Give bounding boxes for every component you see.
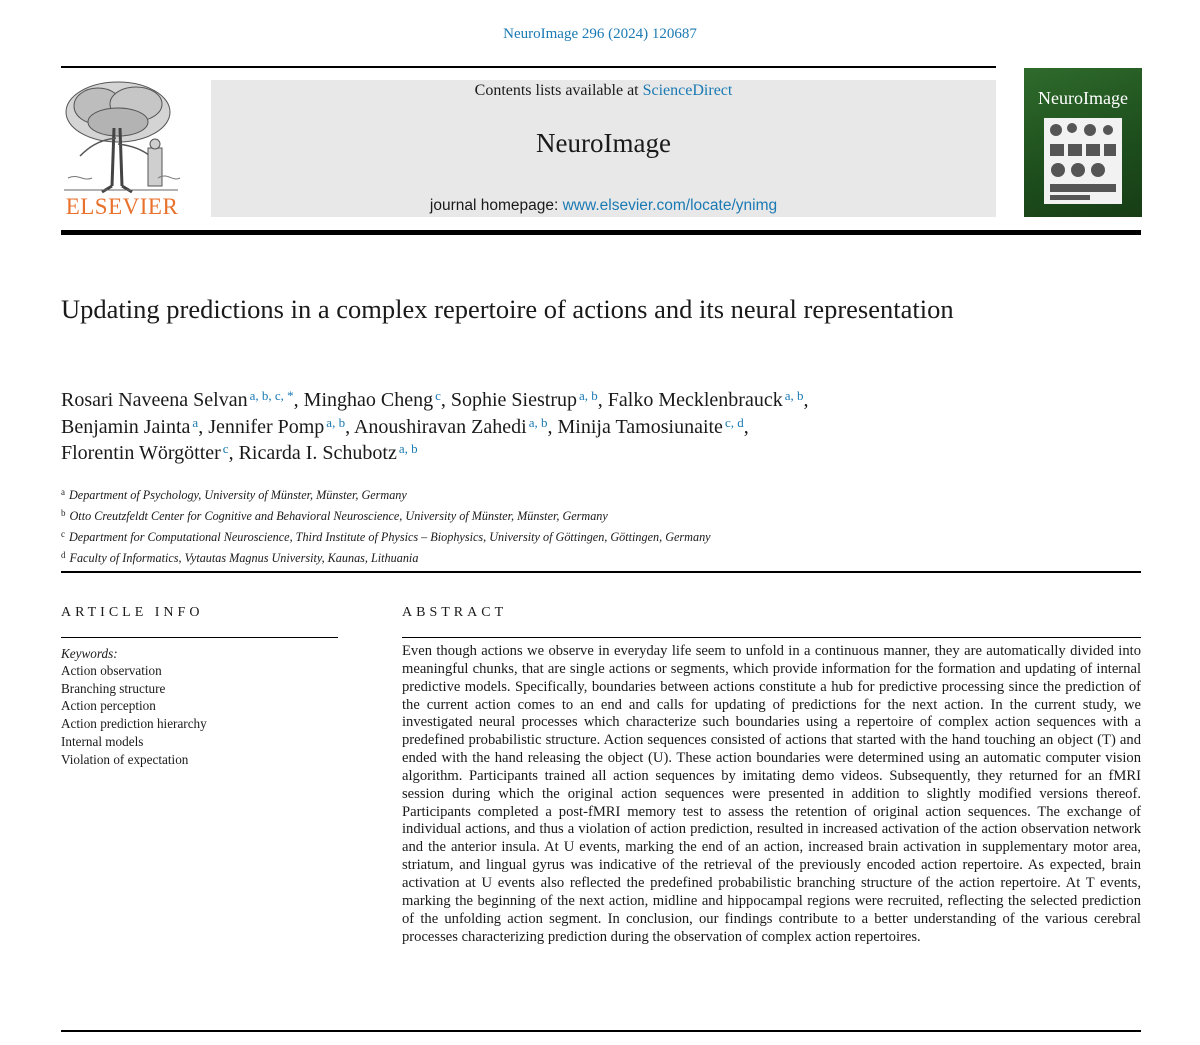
abstract-text: Even though actions we observe in everyday life seem to unfold in a continuous manner, they are automatically divided into meaningful chunks, that are single actions or segments, which provide information for the formation and updating of internal predictive models. Specifically, boundaries between actions constitute a hub for predictive processing since the prediction of the current action comes to an end and calls for updating of predictions for the next action. In the current study, we investigated neural processes which characterize such boundaries using a repertoire of complex action sequences with a predefined probabilistic structure. Action sequences consisted of actions that started with the hand touching an object (T) and ended with the hand releasing the object (U). These action boundaries were determined using an automatic computer vision algorithm. Participants trained all action sequences by imitating demo videos. Subsequently, they returned for an fMRI session during which the original action sequences were presented in addition to slightly modified versions thereof. Participants completed a post-fMRI memory test to assess the retention of original action sequences. The exchange of individual actions, and thus a violation of action prediction, resulted in increased activation of the action observation network and the anterior insula. At U events, marking the end of an action, increased brain activation in supplementary motor area, striatum, and lingual gyrus was indicative of the retrieval of the previously encoded action repertoire. As expected, brain activation at U events also reflected the predefined probabilistic branching structure of the action repertoire. At T events, marking the beginning of the next action, midline and hippocampal regions were recruited, reflecting the selected prediction of the unfolding action segment. In conclusion, our findings contribute to a better understanding of the various cerebral processes characterizing prediction during the observation of complex action repertoires. [402, 643, 1141, 945]
affiliation-item [61, 546, 1141, 567]
affiliation-text: Otto Creutzfeldt Center for Cognitive and Behavioral Neuroscience, University of Münster, Münster, Germany [69, 509, 608, 523]
journal-cover-image[interactable] [1024, 68, 1142, 217]
journal-masthead [211, 80, 996, 217]
section-rule [61, 571, 1141, 573]
affiliation-text: Faculty of Informatics, Vytautas Magnus University, Kaunas, Lithuania [69, 551, 419, 565]
author[interactable] [208, 416, 354, 438]
author[interactable] [451, 389, 608, 411]
author-affiliation-marker[interactable]: c [222, 441, 229, 456]
keyword-item[interactable]: Internal models [61, 733, 144, 749]
author-separator: , [440, 389, 451, 411]
affiliation-key: d [61, 550, 66, 560]
cover-title: NeuroImage [1038, 88, 1128, 108]
sciencedirect-link[interactable]: ScienceDirect [642, 82, 733, 99]
author[interactable] [558, 416, 749, 438]
header-thick-rule [61, 230, 1141, 235]
author[interactable] [239, 442, 418, 464]
affiliation-item [61, 483, 1141, 504]
author-name[interactable]: Rosari Naveena Selvan [61, 389, 248, 411]
author-name[interactable]: Minija Tamosiunaite [557, 415, 723, 438]
keyword-item[interactable]: Violation of expectation [61, 751, 189, 767]
keywords-list [61, 662, 207, 768]
author-separator: , [803, 389, 809, 411]
affiliation-text: Department of Psychology, University of Münster, Münster, Germany [69, 488, 407, 502]
keyword-item[interactable]: Action perception [61, 698, 156, 714]
author-separator: , [293, 389, 304, 411]
author-affiliation-marker[interactable]: a, b [579, 388, 598, 403]
author[interactable] [61, 389, 304, 411]
author-name[interactable]: Falko Mecklenbrauck [607, 389, 783, 411]
author-affiliation-marker[interactable]: a, b [398, 441, 418, 456]
keywords-label: Keywords: [61, 646, 118, 661]
author[interactable] [304, 389, 451, 411]
affiliation-key: b [61, 508, 66, 518]
contents-line [211, 82, 996, 100]
journal-reference-link[interactable]: NeuroImage 296 (2024) 120687 [503, 26, 697, 42]
author[interactable] [608, 389, 809, 411]
author-name[interactable]: Benjamin Jainta [61, 415, 191, 438]
affiliation-key: a [61, 487, 65, 497]
article-info-rule [61, 637, 338, 638]
abstract-heading: ABSTRACT [402, 605, 508, 620]
cover-figure-panel [1044, 118, 1122, 204]
author[interactable] [61, 442, 239, 464]
keyword-item[interactable]: Action observation [61, 663, 162, 678]
author-separator: , [345, 415, 354, 438]
homepage-line [211, 197, 996, 215]
author-affiliation-marker[interactable]: c, d [724, 414, 744, 430]
paper-title: Updating predictions in a complex repertoire of actions and its neural representation [61, 294, 954, 324]
article-info-heading: ARTICLE INFO [61, 605, 204, 620]
author[interactable] [61, 416, 208, 438]
author-list [61, 387, 1141, 467]
top-rule [61, 66, 996, 68]
author-affiliation-marker[interactable]: c [435, 388, 441, 403]
affiliation-list [61, 483, 1141, 567]
author-affiliation-marker[interactable]: a, b, c, * [249, 388, 294, 403]
author-name[interactable]: Jennifer Pomp [208, 415, 325, 438]
affiliation-item [61, 504, 1141, 525]
affiliation-key: c [61, 529, 65, 539]
abstract-rule [402, 637, 1141, 638]
author-separator: , [597, 389, 608, 411]
author-affiliation-marker[interactable]: a, b [528, 414, 548, 430]
author-name[interactable]: Minghao Cheng [303, 389, 434, 411]
bottom-rule [61, 1030, 1141, 1032]
author-separator: , [198, 415, 209, 438]
author-name[interactable]: Anoushiravan Zahedi [353, 415, 527, 438]
author-affiliation-marker[interactable]: a, b [784, 388, 804, 403]
author-name[interactable]: Sophie Siestrup [450, 389, 577, 411]
journal-name: NeuroImage [536, 128, 671, 158]
elsevier-wordmark: ELSEVIER [65, 194, 179, 219]
affiliation-item [61, 525, 1141, 546]
author-name[interactable]: Ricarda I. Schubotz [238, 442, 397, 464]
affiliation-text: Department for Computational Neuroscience, Third Institute of Physics – Biophysics, University of Göttingen, Göttingen, Germany [69, 530, 711, 544]
homepage-prefix: journal homepage: [429, 197, 563, 214]
author-name[interactable]: Florentin Wörgötter [61, 442, 221, 464]
author-separator: , [547, 415, 558, 438]
keyword-item[interactable]: Branching structure [61, 680, 166, 696]
homepage-link[interactable]: www.elsevier.com/locate/ynimg [562, 197, 778, 214]
author-affiliation-marker[interactable]: a, b [326, 414, 346, 430]
author-separator: , [743, 415, 749, 438]
author-separator: , [228, 442, 239, 464]
keyword-item[interactable]: Action prediction hierarchy [61, 716, 207, 732]
author-affiliation-marker[interactable]: a [192, 414, 199, 430]
contents-prefix: Contents lists available at [474, 82, 643, 99]
author[interactable] [354, 416, 558, 438]
